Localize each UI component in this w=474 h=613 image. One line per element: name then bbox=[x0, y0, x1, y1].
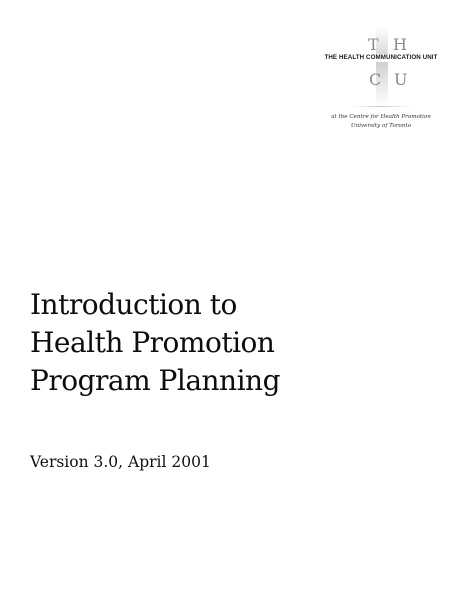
logo-letter-u: U bbox=[394, 70, 408, 89]
logo-unit-name: THE HEALTH COMMUNICATION UNIT bbox=[318, 54, 444, 62]
logo-cross-graphic bbox=[318, 26, 444, 106]
logo-letter-t: T bbox=[368, 35, 379, 54]
affiliation bbox=[318, 113, 444, 130]
logo-letter-c: C bbox=[369, 70, 382, 89]
affiliation-line-2: University of Toronto bbox=[350, 122, 412, 129]
logo-letter-h: H bbox=[393, 35, 407, 54]
thcu-logo bbox=[318, 26, 444, 106]
title-line-3: Program Planning bbox=[30, 364, 281, 397]
title-line-1: Introduction to bbox=[30, 288, 237, 321]
document-title bbox=[30, 286, 280, 400]
affiliation-line-1: at the Centre for Health Promotion bbox=[331, 114, 431, 120]
title-line-2: Health Promotion bbox=[30, 326, 275, 359]
version-date: Version 3.0, April 2001 bbox=[30, 453, 211, 471]
